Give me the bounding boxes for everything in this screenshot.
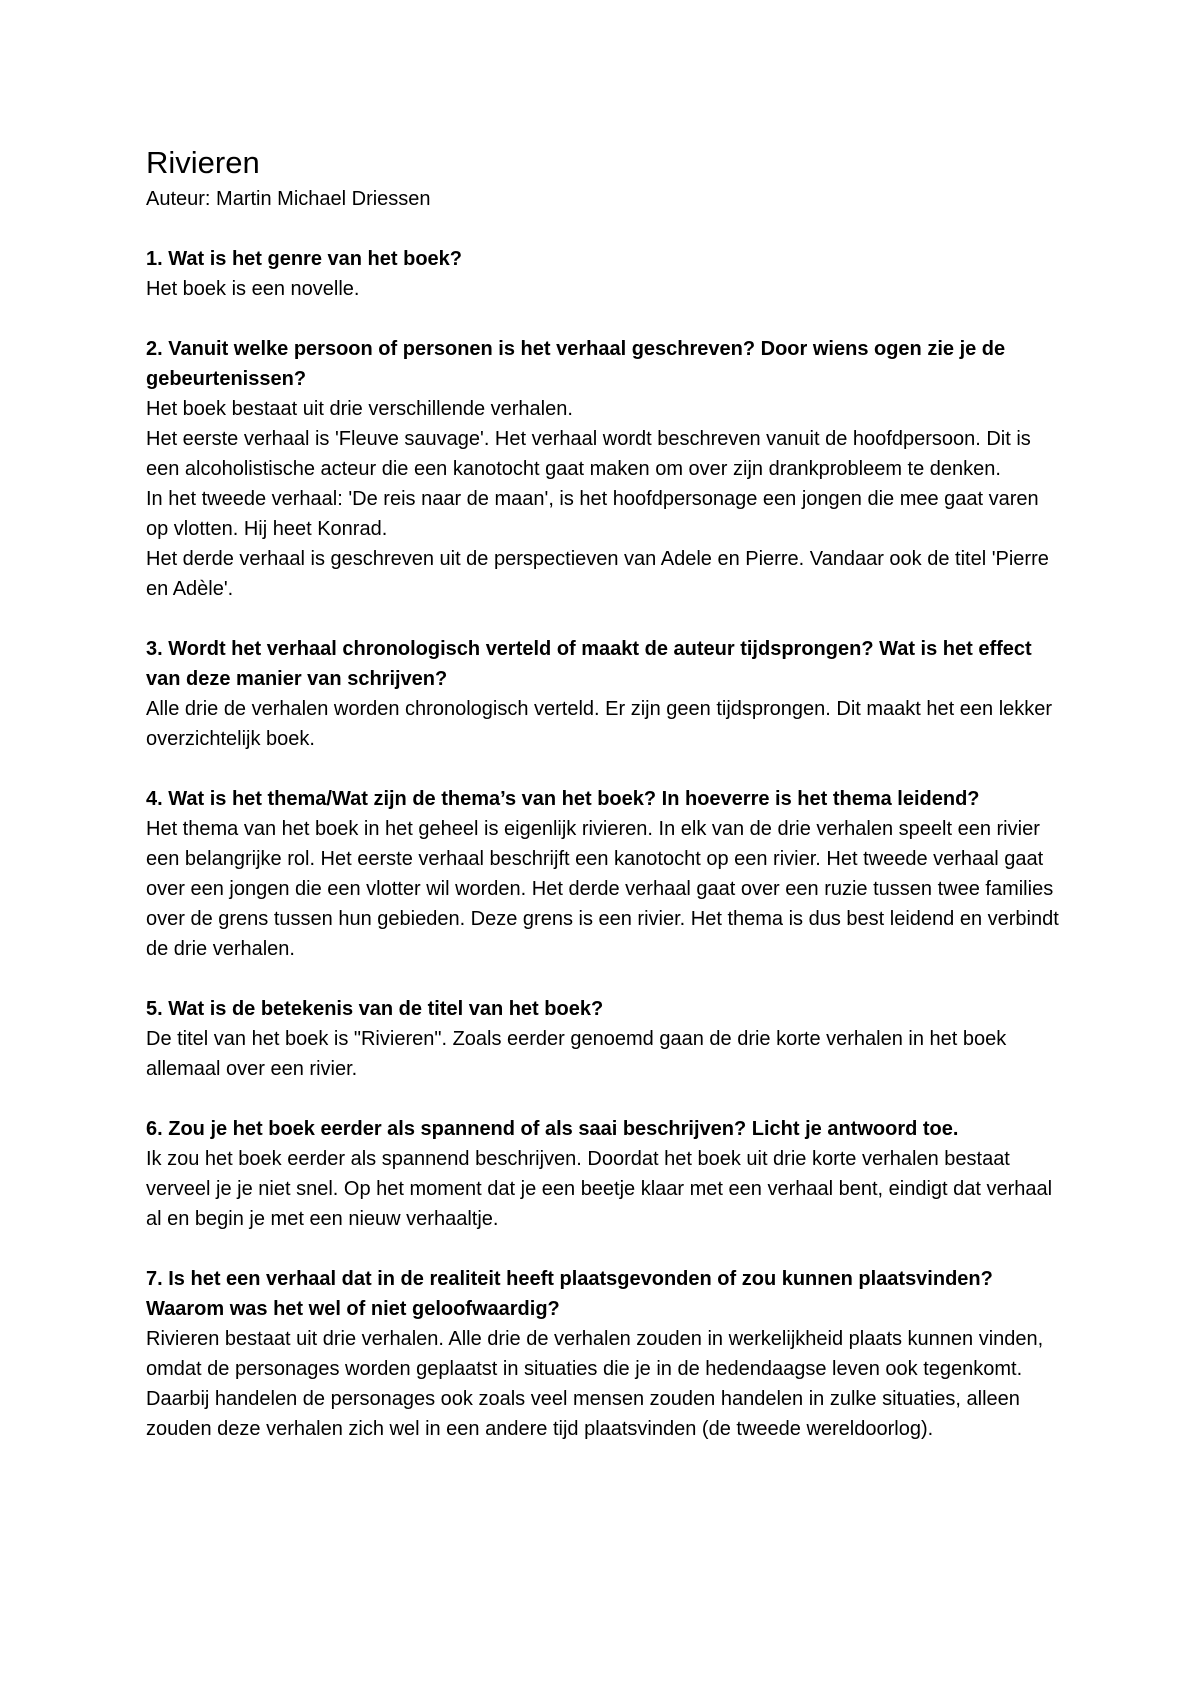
document-author: Auteur: Martin Michael Driessen [146, 188, 431, 210]
answer-2-paragraph: In het tweede verhaal: 'De reis naar de maan', is het hoofdpersonage een jongen die mee gaat varen op vlotten. Hij heet Konrad. [146, 488, 1039, 540]
answer-7-paragraph: Rivieren bestaat uit drie verhalen. Alle drie de verhalen zouden in werkelijkheid plaats kunnen vinden, omdat de personages worden geplaatst in situaties die je in de hedendaagse leven ook tegenkomt. Daarbij handelen de personages ook zoals veel mensen zouden handelen in zulke situaties, alleen zouden deze verhalen zich wel in een andere tijd plaatsvinden (de tweede wereldoorlog). [146, 1328, 1044, 1440]
answer-1-paragraph: Het boek is een novelle. [146, 278, 360, 300]
qa-item-3 [146, 634, 1060, 754]
answer-2-paragraph: Het derde verhaal is geschreven uit de perspectieven van Adele en Pierre. Vandaar ook de titel 'Pierre en Adèle'. [146, 548, 1049, 600]
question-2: 2. Vanuit welke persoon of personen is het verhaal geschreven? Door wiens ogen zie je de gebeurtenissen? [146, 338, 1006, 390]
qa-item-7 [146, 1264, 1060, 1444]
qa-item-5 [146, 994, 1060, 1084]
answer-4-paragraph: Het thema van het boek in het geheel is eigenlijk rivieren. In elk van de drie verhalen speelt een rivier een belangrijke rol. Het eerste verhaal beschrijft een kanotocht op een rivier. Het tweede verhaal gaat over een jongen die een vlotter wil worden. Het derde verhaal gaat over een ruzie tussen twee families over de grens tussen hun gebieden. Deze grens is een rivier. Het thema is dus best leidend en verbindt de drie verhalen. [146, 818, 1059, 960]
qa-item-2 [146, 334, 1060, 604]
answer-2-paragraph: Het eerste verhaal is 'Fleuve sauvage'. Het verhaal wordt beschreven vanuit de hoofdpersoon. Dit is een alcoholistische acteur die een kanotocht gaat maken om over zijn drankprobleem te denken. [146, 428, 1031, 480]
document-title: Rivieren [146, 145, 260, 180]
question-3: 3. Wordt het verhaal chronologisch verteld of maakt de auteur tijdsprongen? Wat is het effect van deze manier van schrijven? [146, 638, 1032, 690]
answer-2-paragraph: Het boek bestaat uit drie verschillende verhalen. [146, 398, 573, 420]
answer-3-paragraph: Alle drie de verhalen worden chronologisch verteld. Er zijn geen tijdsprongen. Dit maakt het een lekker overzichtelijk boek. [146, 698, 1053, 750]
answer-5-paragraph: De titel van het boek is "Rivieren". Zoals eerder genoemd gaan de drie korte verhalen in het boek allemaal over een rivier. [146, 1028, 1007, 1080]
answer-6-paragraph: Ik zou het boek eerder als spannend beschrijven. Doordat het boek uit drie korte verhalen bestaat verveel je je niet snel. Op het moment dat je een beetje klaar met een verhaal bent, eindigt dat verhaal al en begin je met een nieuw verhaaltje. [146, 1148, 1053, 1230]
question-5: 5. Wat is de betekenis van de titel van het boek? [146, 998, 604, 1020]
question-4: 4. Wat is het thema/Wat zijn de thema’s van het boek? In hoeverre is het thema leidend? [146, 788, 980, 810]
qa-item-6 [146, 1114, 1060, 1234]
question-7: 7. Is het een verhaal dat in de realiteit heeft plaatsgevonden of zou kunnen plaatsvinden? Waarom was het wel of niet geloofwaardig? [146, 1268, 993, 1320]
question-6: 6. Zou je het boek eerder als spannend of als saai beschrijven? Licht je antwoord toe. [146, 1118, 959, 1140]
question-1: 1. Wat is het genre van het boek? [146, 248, 462, 270]
qa-item-1 [146, 244, 1060, 304]
qa-item-4 [146, 784, 1060, 964]
